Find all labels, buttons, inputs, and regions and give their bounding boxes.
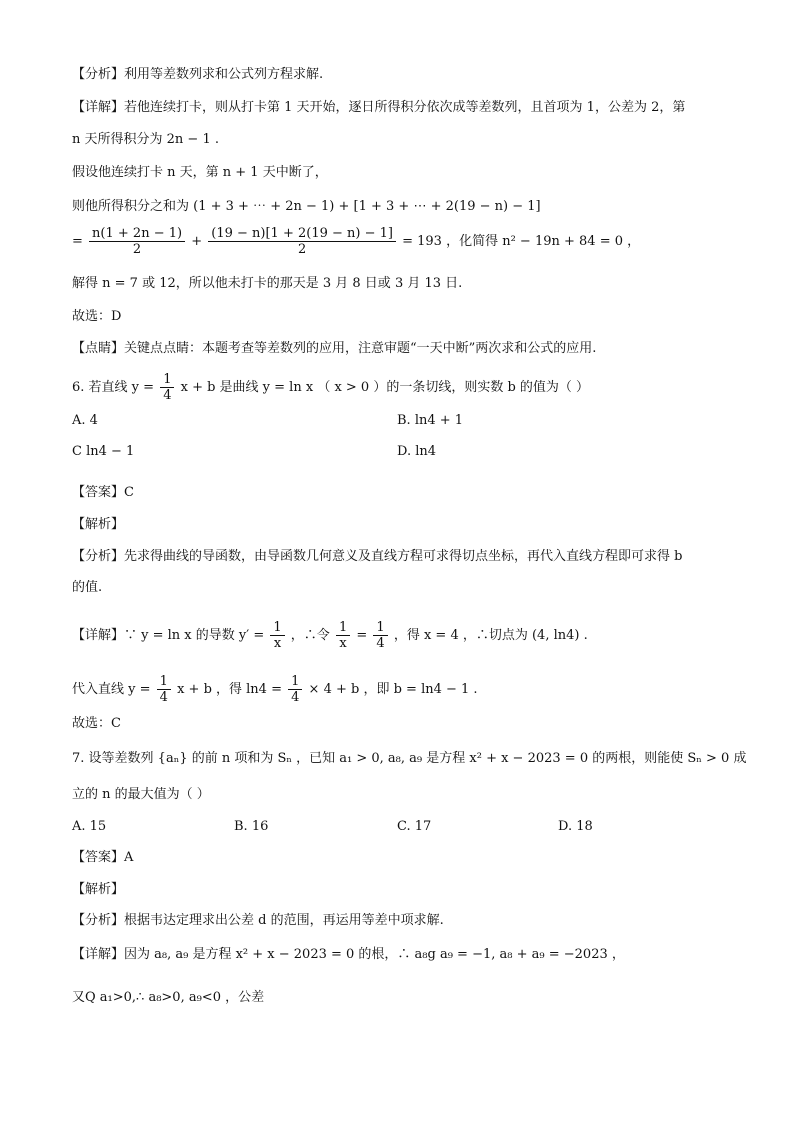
q6-detail-1b: ，∴令 bbox=[290, 628, 330, 643]
q6-detail2-frac-2-den: 4 bbox=[291, 690, 300, 705]
q7-option-d: D. 18 bbox=[558, 819, 593, 834]
q6-option-a: A. 4 bbox=[72, 413, 98, 428]
q7-analysis: 【分析】根据韦达定理求出公差 d 的范围，再运用等差中项求解. bbox=[72, 913, 444, 928]
q6-stem-fraction-num: 1 bbox=[160, 372, 174, 388]
q6-detail-frac-3-den: 4 bbox=[376, 636, 385, 651]
q6-detail-2c: × 4 + b ，即 b = ln4 − 1 . bbox=[308, 682, 478, 697]
q6-answer: 【答案】C bbox=[72, 485, 134, 500]
q6-detail-line-1 bbox=[72, 620, 588, 651]
q6-detail-frac-2 bbox=[336, 620, 350, 651]
p5-assumption: 假设他连续打卡 n 天，第 n + 1 天中断了， bbox=[72, 165, 328, 180]
q6-stem-end: x + b 是曲线 y = ln x （ x > 0 ）的一条切线，则实数 b 的值为（ ） bbox=[180, 380, 590, 395]
q7-answer: 【答案】A bbox=[72, 850, 134, 865]
q7-jiexi: 【解析】 bbox=[72, 882, 125, 897]
q7-detail-line-1: 【详解】因为 a₈, a₉ 是方程 x² + x − 2023 = 0 的根，∴ a₈g a₉ = −1, a₈ + a₉ = −2023 ， bbox=[72, 947, 625, 962]
fraction-1-numerator: n(1 + 2n − 1) bbox=[89, 226, 185, 242]
q6-option-c: C ln4 − 1 bbox=[72, 444, 135, 459]
q6-detail-line-2 bbox=[72, 674, 478, 705]
q7-option-a: A. 15 bbox=[72, 819, 107, 834]
q6-detail-frac-1-num: 1 bbox=[270, 620, 284, 636]
q6-detail-frac-1-den: x bbox=[273, 636, 282, 651]
fraction-2-denominator: 2 bbox=[297, 242, 307, 257]
q7-stem-line-2: 立的 n 的最大值为（ ） bbox=[72, 787, 210, 802]
fraction-1 bbox=[89, 226, 185, 257]
q6-stem bbox=[72, 372, 589, 403]
fraction-2-numerator: (19 − n)[1 + 2(19 − n) − 1] bbox=[208, 226, 396, 242]
q6-analysis-line-2: 的值. bbox=[72, 580, 103, 595]
q6-detail-2b: x + b ，得 ln4 = bbox=[177, 682, 282, 697]
p5-detail-line-2: n 天所得积分为 2n − 1 . bbox=[72, 132, 219, 147]
q6-detail-1a: 【详解】∵ y = ln x 的导数 y′ = bbox=[72, 628, 265, 643]
p5-detail-line-1: 【详解】若他连续打卡，则从打卡第 1 天开始，逐日所得积分依次成等差数列，且首项为 1，公差为 2，第 bbox=[72, 100, 686, 115]
q6-stem-fraction-den: 4 bbox=[163, 388, 172, 403]
equation-result: = 193 ，化简得 n² − 19n + 84 = 0 ， bbox=[402, 234, 641, 249]
q6-detail2-frac-1-num: 1 bbox=[157, 674, 171, 690]
p5-analysis: 【分析】利用等差数列求和公式列方程求解. bbox=[72, 67, 324, 82]
q6-detail-frac-2-den: x bbox=[339, 636, 347, 651]
fraction-2 bbox=[208, 226, 396, 257]
plus-sign: + bbox=[191, 234, 203, 249]
q6-detail-2a: 代入直线 y = bbox=[72, 682, 151, 697]
q6-detail2-frac-1-den: 4 bbox=[159, 690, 168, 705]
q6-analysis-line-1: 【分析】先求得曲线的导函数，由导函数几何意义及直线方程可求得切点坐标，再代入直线方程即可求得 b bbox=[72, 549, 683, 564]
p5-solution: 解得 n = 7 或 12，所以他未打卡的那天是 3 月 8 日或 3 月 13 日. bbox=[72, 276, 463, 291]
q6-detail-frac-3-num: 1 bbox=[373, 620, 387, 636]
q6-detail2-frac-2-num: 1 bbox=[288, 674, 302, 690]
q6-detail-1c: = bbox=[356, 628, 368, 643]
q7-option-c: C. 17 bbox=[397, 819, 432, 834]
q6-detail2-frac-1 bbox=[157, 674, 171, 705]
p5-choice: 故选：D bbox=[72, 309, 122, 324]
p5-sum-expression: 则他所得积分之和为 (1 + 3 + ⋯ + 2n − 1) + [1 + 3 + ⋯ + 2(19 − n) − 1] bbox=[72, 199, 541, 214]
q6-detail-frac-3 bbox=[373, 620, 387, 651]
q6-jiexi: 【解析】 bbox=[72, 517, 125, 532]
q7-stem-line-1: 7. 设等差数列 {aₙ} 的前 n 项和为 Sₙ ，已知 a₁ > 0, a₈, a₉ 是方程 x² + x − 2023 = 0 的两根，则能使 Sₙ > 0 成 bbox=[72, 751, 747, 766]
q6-detail-1d: ，得 x = 4 ，∴切点为 (4, ln4) . bbox=[393, 628, 588, 643]
p5-key-point: 【点睛】关键点点睛：本题考查等差数列的应用，注意审题“一天中断”两次求和公式的应用. bbox=[72, 341, 597, 356]
q6-stem-fraction bbox=[160, 372, 174, 403]
q7-option-b: B. 16 bbox=[234, 819, 269, 834]
q6-choice: 故选：C bbox=[72, 716, 121, 731]
p5-equation bbox=[72, 226, 640, 257]
q6-option-d: D. ln4 bbox=[397, 444, 437, 459]
q6-option-b: B. ln4 + 1 bbox=[397, 413, 464, 428]
q6-detail2-frac-2 bbox=[288, 674, 302, 705]
q7-detail-line-2: 又Q a₁>0,∴ a₈>0, a₉<0 ，公差 bbox=[72, 990, 265, 1005]
q6-stem-start: 6. 若直线 y = bbox=[72, 380, 155, 395]
equals-sign: = bbox=[72, 234, 83, 249]
fraction-1-denominator: 2 bbox=[132, 242, 142, 257]
q6-detail-frac-2-num: 1 bbox=[336, 620, 350, 636]
q6-detail-frac-1 bbox=[270, 620, 284, 651]
